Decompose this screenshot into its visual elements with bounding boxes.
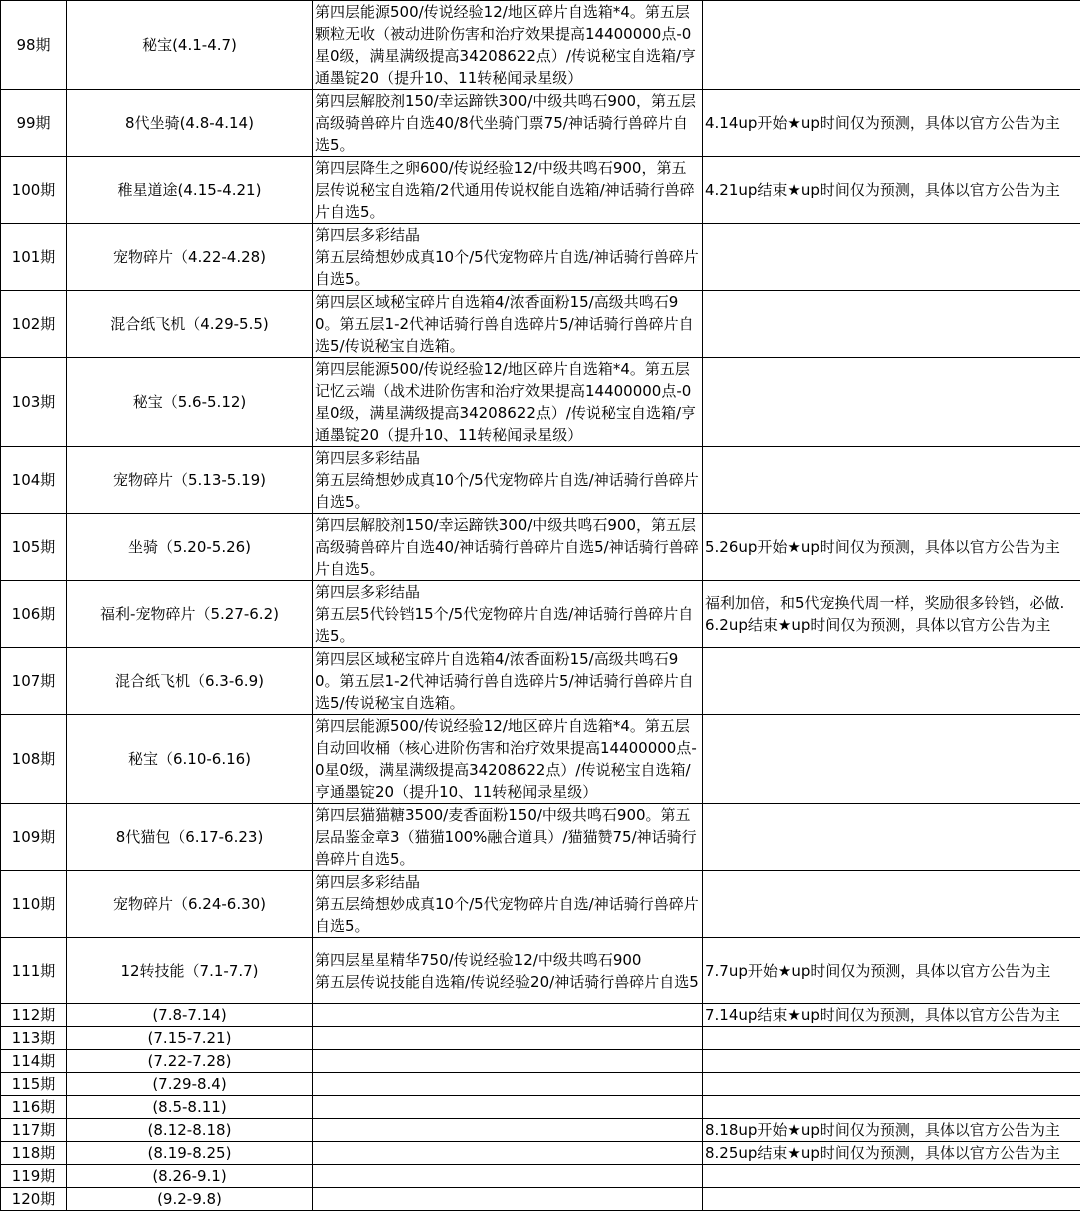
period-cell: 98期 <box>1 1 67 90</box>
note-cell <box>703 1 1080 90</box>
event-cell: 12转技能（7.1-7.7) <box>67 938 313 1004</box>
reward-cell: 第四层能源500/传说经验12/地区碎片自选箱*4。第五层记忆云端（战术进阶伤害和治疗效果提高14400000点-0星0级，满星满级提高34208622点）/传说秘宝自选箱/亨通墨锭20（提升10、11转秘闻录星级） <box>313 358 703 447</box>
reward-cell: 第四层多彩结晶 第五层绮想妙成真10个/5代宠物碎片自选/神话骑行兽碎片自选5。 <box>313 447 703 514</box>
reward-cell: 第四层星星精华750/传说经验12/中级共鸣石900 第五层传说技能自选箱/传说经验20/神话骑行兽碎片自选5 <box>313 938 703 1004</box>
reward-cell <box>313 1119 703 1142</box>
period-cell: 107期 <box>1 648 67 715</box>
schedule-body <box>1 1 1080 1211</box>
reward-cell <box>313 1050 703 1073</box>
period-cell: 109期 <box>1 804 67 871</box>
event-cell: 8代猫包（6.17-6.23) <box>67 804 313 871</box>
note-cell <box>703 1096 1080 1119</box>
note-cell <box>703 871 1080 938</box>
period-cell: 100期 <box>1 157 67 224</box>
event-cell: (9.2-9.8) <box>67 1188 313 1211</box>
period-cell: 116期 <box>1 1096 67 1119</box>
period-cell: 108期 <box>1 715 67 804</box>
table-row <box>1 1142 1080 1165</box>
note-cell <box>703 358 1080 447</box>
reward-cell: 第四层能源500/传说经验12/地区碎片自选箱*4。第五层颗粒无收（被动进阶伤害和治疗效果提高14400000点-0星0级，满星满级提高34208622点）/传说秘宝自选箱/亨通墨锭20（提升10、11转秘闻录星级） <box>313 1 703 90</box>
note-cell: 4.14up开始★up时间仅为预测，具体以官方公告为主 <box>703 90 1080 157</box>
table-row <box>1 871 1080 938</box>
table-row <box>1 581 1080 648</box>
table-row <box>1 291 1080 358</box>
event-cell: 宠物碎片（4.22-4.28) <box>67 224 313 291</box>
reward-cell: 第四层解胶剂150/幸运蹄铁300/中级共鸣石900，第五层高级骑兽碎片自选40/8代坐骑门票75/神话骑行兽碎片自选5。 <box>313 90 703 157</box>
period-cell: 118期 <box>1 1142 67 1165</box>
event-cell: 坐骑（5.20-5.26) <box>67 514 313 581</box>
note-cell: 8.18up开始★up时间仅为预测，具体以官方公告为主 <box>703 1119 1080 1142</box>
event-cell: 福利-宠物碎片（5.27-6.2) <box>67 581 313 648</box>
note-cell: 福利加倍，和5代宠换代周一样，奖励很多铃铛，必做. 6.2up结束★up时间仅为预测，具体以官方公告为主 <box>703 581 1080 648</box>
table-row <box>1 447 1080 514</box>
table-row <box>1 804 1080 871</box>
note-cell: 8.25up结束★up时间仅为预测，具体以官方公告为主 <box>703 1142 1080 1165</box>
event-cell: (8.19-8.25) <box>67 1142 313 1165</box>
note-cell: 4.21up结束★up时间仅为预测，具体以官方公告为主 <box>703 157 1080 224</box>
period-cell: 99期 <box>1 90 67 157</box>
note-cell <box>703 447 1080 514</box>
event-cell: (8.5-8.11) <box>67 1096 313 1119</box>
note-cell <box>703 1188 1080 1211</box>
table-row <box>1 1050 1080 1073</box>
table-row <box>1 90 1080 157</box>
table-row <box>1 1188 1080 1211</box>
reward-cell <box>313 1142 703 1165</box>
table-row <box>1 648 1080 715</box>
note-cell <box>703 1027 1080 1050</box>
period-cell: 119期 <box>1 1165 67 1188</box>
reward-cell: 第四层区域秘宝碎片自选箱4/浓香面粉15/高级共鸣石90。第五层1-2代神话骑行兽自选碎片5/神话骑行兽碎片自选5/传说秘宝自选箱。 <box>313 648 703 715</box>
period-cell: 110期 <box>1 871 67 938</box>
reward-cell: 第四层区域秘宝碎片自选箱4/浓香面粉15/高级共鸣石90。第五层1-2代神话骑行兽自选碎片5/神话骑行兽碎片自选5/传说秘宝自选箱。 <box>313 291 703 358</box>
table-row <box>1 1096 1080 1119</box>
reward-cell: 第四层多彩结晶 第五层绮想妙成真10个/5代宠物碎片自选/神话骑行兽碎片自选5。 <box>313 871 703 938</box>
event-cell: (8.26-9.1) <box>67 1165 313 1188</box>
reward-cell: 第四层多彩结晶 第五层绮想妙成真10个/5代宠物碎片自选/神话骑行兽碎片自选5。 <box>313 224 703 291</box>
note-cell <box>703 224 1080 291</box>
note-cell <box>703 291 1080 358</box>
event-cell: 混合纸飞机（4.29-5.5) <box>67 291 313 358</box>
reward-cell <box>313 1165 703 1188</box>
table-row <box>1 1 1080 90</box>
reward-cell: 第四层猫猫糖3500/麦香面粉150/中级共鸣石900。第五层品鉴金章3（猫猫100%融合道具）/猫猫赞75/神话骑行兽碎片自选5。 <box>313 804 703 871</box>
event-cell: 宠物碎片（6.24-6.30) <box>67 871 313 938</box>
period-cell: 113期 <box>1 1027 67 1050</box>
table-row <box>1 1165 1080 1188</box>
event-cell: 混合纸飞机（6.3-6.9) <box>67 648 313 715</box>
event-cell: 秘宝（5.6-5.12) <box>67 358 313 447</box>
table-row <box>1 157 1080 224</box>
table-row <box>1 715 1080 804</box>
period-cell: 101期 <box>1 224 67 291</box>
reward-cell <box>313 1073 703 1096</box>
reward-cell: 第四层多彩结晶 第五层5代铃铛15个/5代宠物碎片自选/神话骑行兽碎片自选5。 <box>313 581 703 648</box>
event-cell: (7.8-7.14) <box>67 1004 313 1027</box>
note-cell: 7.7up开始★up时间仅为预测，具体以官方公告为主 <box>703 938 1080 1004</box>
reward-cell: 第四层能源500/传说经验12/地区碎片自选箱*4。第五层自动回收桶（核心进阶伤害和治疗效果提高14400000点-0星0级，满星满级提高34208622点）/传说秘宝自选箱/亨通墨锭20（提升10、11转秘闻录星级） <box>313 715 703 804</box>
event-cell: (8.12-8.18) <box>67 1119 313 1142</box>
event-cell: 秘宝（6.10-6.16) <box>67 715 313 804</box>
event-cell: (7.29-8.4) <box>67 1073 313 1096</box>
table-row <box>1 358 1080 447</box>
reward-cell: 第四层解胶剂150/幸运蹄铁300/中级共鸣石900，第五层高级骑兽碎片自选40/神话骑行兽碎片自选5/神话骑行兽碎片自选5。 <box>313 514 703 581</box>
note-cell <box>703 1050 1080 1073</box>
note-cell: 5.26up开始★up时间仅为预测，具体以官方公告为主 <box>703 514 1080 581</box>
event-cell: 8代坐骑(4.8-4.14) <box>67 90 313 157</box>
reward-cell <box>313 1004 703 1027</box>
period-cell: 115期 <box>1 1073 67 1096</box>
table-row <box>1 1119 1080 1142</box>
period-cell: 105期 <box>1 514 67 581</box>
reward-cell: 第四层降生之卵600/传说经验12/中级共鸣石900，第五层传说秘宝自选箱/2代通用传说权能自选箱/神话骑行兽碎片自选5。 <box>313 157 703 224</box>
table-row <box>1 1027 1080 1050</box>
table-row <box>1 514 1080 581</box>
event-cell: (7.15-7.21) <box>67 1027 313 1050</box>
event-cell: 宠物碎片（5.13-5.19) <box>67 447 313 514</box>
period-cell: 120期 <box>1 1188 67 1211</box>
note-cell <box>703 804 1080 871</box>
table-row <box>1 1004 1080 1027</box>
note-cell: 7.14up结束★up时间仅为预测，具体以官方公告为主 <box>703 1004 1080 1027</box>
period-cell: 111期 <box>1 938 67 1004</box>
reward-cell <box>313 1027 703 1050</box>
note-cell <box>703 648 1080 715</box>
period-cell: 112期 <box>1 1004 67 1027</box>
table-row <box>1 938 1080 1004</box>
period-cell: 117期 <box>1 1119 67 1142</box>
period-cell: 103期 <box>1 358 67 447</box>
table-row <box>1 1073 1080 1096</box>
note-cell <box>703 1165 1080 1188</box>
event-cell: 稚星道途(4.15-4.21) <box>67 157 313 224</box>
event-cell: 秘宝(4.1-4.7) <box>67 1 313 90</box>
reward-cell <box>313 1188 703 1211</box>
reward-cell <box>313 1096 703 1119</box>
period-cell: 102期 <box>1 291 67 358</box>
period-cell: 104期 <box>1 447 67 514</box>
note-cell <box>703 1073 1080 1096</box>
table-row <box>1 224 1080 291</box>
note-cell <box>703 715 1080 804</box>
event-cell: (7.22-7.28) <box>67 1050 313 1073</box>
period-cell: 106期 <box>1 581 67 648</box>
period-cell: 114期 <box>1 1050 67 1073</box>
